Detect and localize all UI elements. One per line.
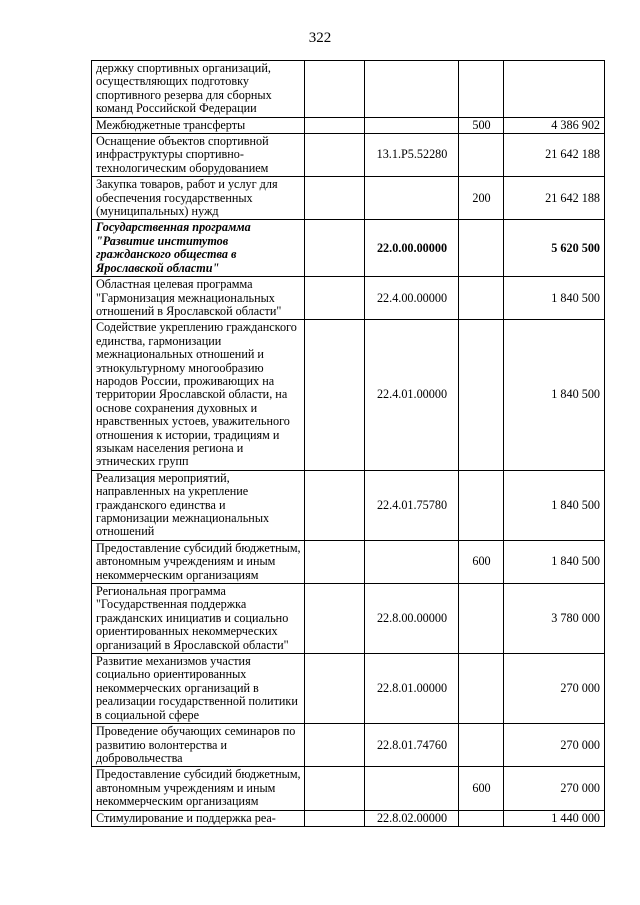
target-code-cell: 22.0.00.00000 — [365, 220, 459, 277]
target-code-cell — [365, 61, 459, 118]
table-row — [92, 320, 605, 470]
amount-cell: 21 642 188 — [504, 134, 605, 177]
target-code-cell: 22.8.01.00000 — [365, 654, 459, 724]
item-name-cell: Закупка товаров, работ и услуг для обеспечения государственных (муниципальных) нужд — [92, 177, 305, 220]
table-row — [92, 654, 605, 724]
expense-type-cell — [459, 277, 504, 320]
expense-type-cell: 600 — [459, 540, 504, 583]
table-row — [92, 540, 605, 583]
target-code-cell: 22.8.00.00000 — [365, 584, 459, 654]
target-code-cell: 22.4.01.00000 — [365, 320, 459, 470]
expense-type-cell — [459, 470, 504, 540]
item-name-cell: Содействие укреплению гражданского единства, гармонизации межнациональных отношений и этнокультурному многообразию народов России, проживающих на территории Ярославской области, на основе сохранения духовных и нравственных устоев, уважительного отношения к истории, традициям и языкам населения региона и этнических групп — [92, 320, 305, 470]
amount-cell: 3 780 000 — [504, 584, 605, 654]
table-row — [92, 810, 605, 826]
table-row — [92, 724, 605, 767]
expense-type-cell: 200 — [459, 177, 504, 220]
budget-table-body — [92, 61, 605, 827]
amount-cell: 4 386 902 — [504, 117, 605, 133]
amount-cell: 5 620 500 — [504, 220, 605, 277]
expense-type-cell — [459, 220, 504, 277]
empty-cell — [305, 277, 365, 320]
target-code-cell: 13.1.P5.52280 — [365, 134, 459, 177]
expense-type-cell — [459, 654, 504, 724]
empty-cell — [305, 540, 365, 583]
expense-type-cell — [459, 724, 504, 767]
target-code-cell — [365, 767, 459, 810]
amount-cell: 270 000 — [504, 767, 605, 810]
expense-type-cell: 500 — [459, 117, 504, 133]
item-name-cell: Реализация мероприятий, направленных на укрепление гражданского единства и гармонизации межнациональных отношений — [92, 470, 305, 540]
item-name-cell: Стимулирование и поддержка реа- — [92, 810, 305, 826]
empty-cell — [305, 810, 365, 826]
table-row — [92, 470, 605, 540]
amount-cell: 21 642 188 — [504, 177, 605, 220]
item-name-cell: Развитие механизмов участия социально ориентированных некоммерческих организаций в реализации государственной политики в социальной сфере — [92, 654, 305, 724]
budget-table — [91, 60, 605, 827]
item-name-cell: Предоставление субсидий бюджетным, автономным учреждениям и иным некоммерческим организациям — [92, 767, 305, 810]
table-row — [92, 177, 605, 220]
target-code-cell — [365, 177, 459, 220]
expense-type-cell — [459, 320, 504, 470]
empty-cell — [305, 470, 365, 540]
target-code-cell — [365, 540, 459, 583]
table-row — [92, 61, 605, 118]
amount-cell: 1 840 500 — [504, 320, 605, 470]
empty-cell — [305, 61, 365, 118]
item-name-cell: Проведение обучающих семинаров по развитию волонтерства и добровольчества — [92, 724, 305, 767]
empty-cell — [305, 220, 365, 277]
amount-cell: 1 440 000 — [504, 810, 605, 826]
empty-cell — [305, 724, 365, 767]
table-row — [92, 767, 605, 810]
expense-type-cell — [459, 810, 504, 826]
empty-cell — [305, 767, 365, 810]
expense-type-cell — [459, 134, 504, 177]
target-code-cell: 22.8.01.74760 — [365, 724, 459, 767]
page-number: 322 — [308, 30, 332, 46]
empty-cell — [305, 117, 365, 133]
item-name-cell: держку спортивных организаций, осуществляющих подготовку спортивного резерва для сборных команд Российской Федерации — [92, 61, 305, 118]
target-code-cell — [365, 117, 459, 133]
table-row — [92, 277, 605, 320]
item-name-cell: Оснащение объектов спортивной инфраструктуры спортивно-технологическим оборудованием — [92, 134, 305, 177]
expense-type-cell: 600 — [459, 767, 504, 810]
empty-cell — [305, 654, 365, 724]
table-row — [92, 584, 605, 654]
target-code-cell: 22.4.00.00000 — [365, 277, 459, 320]
amount-cell: 1 840 500 — [504, 540, 605, 583]
amount-cell: 1 840 500 — [504, 470, 605, 540]
table-row — [92, 117, 605, 133]
empty-cell — [305, 177, 365, 220]
empty-cell — [305, 320, 365, 470]
amount-cell — [504, 61, 605, 118]
item-name-cell: Региональная программа "Государственная поддержка гражданских инициатив и социально ориентированных некоммерческих организаций в Ярославской области" — [92, 584, 305, 654]
amount-cell: 1 840 500 — [504, 277, 605, 320]
amount-cell: 270 000 — [504, 654, 605, 724]
table-row — [92, 220, 605, 277]
amount-cell: 270 000 — [504, 724, 605, 767]
item-name-cell: Государственная программа "Развитие институтов гражданского общества в Ярославской области" — [92, 220, 305, 277]
empty-cell — [305, 584, 365, 654]
target-code-cell: 22.8.02.00000 — [365, 810, 459, 826]
expense-type-cell — [459, 61, 504, 118]
item-name-cell: Межбюджетные трансферты — [92, 117, 305, 133]
target-code-cell: 22.4.01.75780 — [365, 470, 459, 540]
item-name-cell: Областная целевая программа "Гармонизация межнациональных отношений в Ярославской области" — [92, 277, 305, 320]
empty-cell — [305, 134, 365, 177]
item-name-cell: Предоставление субсидий бюджетным, автономным учреждениям и иным некоммерческим организациям — [92, 540, 305, 583]
table-row — [92, 134, 605, 177]
expense-type-cell — [459, 584, 504, 654]
